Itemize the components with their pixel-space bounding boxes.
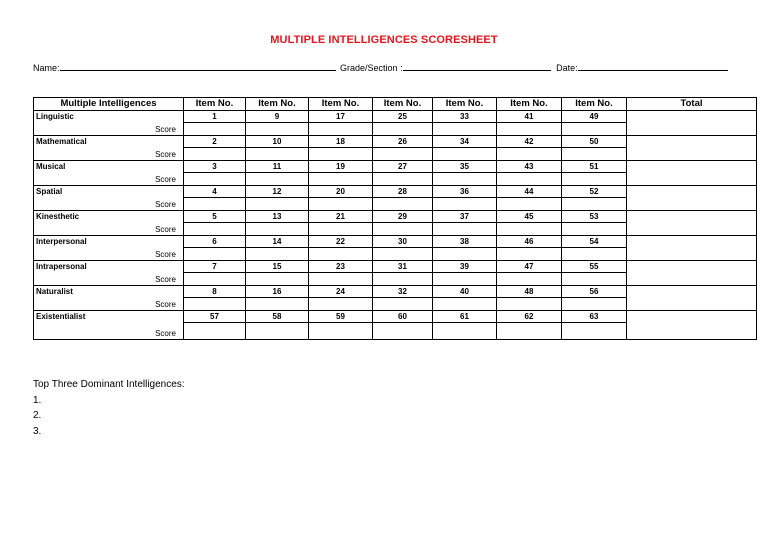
total-cell[interactable] xyxy=(627,261,757,286)
intelligence-label-cell xyxy=(34,261,184,286)
score-input-cell[interactable] xyxy=(309,173,373,186)
item-number-cell: 10 xyxy=(246,136,309,148)
item-number-cell: 31 xyxy=(373,261,433,273)
score-input-cell[interactable] xyxy=(184,198,246,211)
score-input-cell[interactable] xyxy=(184,248,246,261)
item-number-cell: 2 xyxy=(184,136,246,148)
item-number-cell: 22 xyxy=(309,236,373,248)
intelligence-name: Interpersonal xyxy=(36,237,87,246)
header-item-no: Item No. xyxy=(309,98,373,111)
table-row xyxy=(34,111,757,123)
score-input-cell[interactable] xyxy=(562,123,627,136)
score-input-cell[interactable] xyxy=(373,248,433,261)
header-item-no: Item No. xyxy=(246,98,309,111)
item-number-cell: 25 xyxy=(373,111,433,123)
score-label: Score xyxy=(155,200,176,209)
score-input-cell[interactable] xyxy=(433,148,497,161)
item-number-cell: 45 xyxy=(497,211,562,223)
item-number-cell: 6 xyxy=(184,236,246,248)
item-number-cell: 28 xyxy=(373,186,433,198)
score-input-cell[interactable] xyxy=(497,198,562,211)
score-input-cell[interactable] xyxy=(184,298,246,311)
item-number-cell: 32 xyxy=(373,286,433,298)
score-input-cell[interactable] xyxy=(497,273,562,286)
item-number-cell: 49 xyxy=(562,111,627,123)
dominant-item-2[interactable]: 2. xyxy=(33,410,42,421)
intelligence-label-cell xyxy=(34,286,184,311)
score-input-cell[interactable] xyxy=(246,123,309,136)
page-title: MULTIPLE INTELLIGENCES SCORESHEET xyxy=(270,34,498,46)
score-input-cell[interactable] xyxy=(309,323,373,340)
score-input-cell[interactable] xyxy=(497,323,562,340)
item-number-cell: 20 xyxy=(309,186,373,198)
date-field[interactable] xyxy=(578,62,728,71)
score-input-cell[interactable] xyxy=(373,198,433,211)
score-label: Score xyxy=(155,250,176,259)
item-number-cell: 55 xyxy=(562,261,627,273)
intelligence-label-cell xyxy=(34,236,184,261)
table-row xyxy=(34,136,757,148)
total-cell[interactable] xyxy=(627,136,757,161)
item-number-cell: 44 xyxy=(497,186,562,198)
score-input-cell[interactable] xyxy=(246,273,309,286)
student-info-line xyxy=(33,62,728,73)
total-cell[interactable] xyxy=(627,311,757,340)
score-input-cell[interactable] xyxy=(433,298,497,311)
score-input-cell[interactable] xyxy=(497,248,562,261)
item-number-cell: 52 xyxy=(562,186,627,198)
score-label: Score xyxy=(155,175,176,184)
total-cell[interactable] xyxy=(627,236,757,261)
item-number-cell: 48 xyxy=(497,286,562,298)
score-input-cell[interactable] xyxy=(246,198,309,211)
score-input-cell[interactable] xyxy=(433,198,497,211)
score-input-cell[interactable] xyxy=(497,123,562,136)
item-number-cell: 15 xyxy=(246,261,309,273)
item-number-cell: 12 xyxy=(246,186,309,198)
header-item-no: Item No. xyxy=(373,98,433,111)
scoresheet-table xyxy=(33,97,757,340)
score-input-cell[interactable] xyxy=(309,198,373,211)
dominant-item-1[interactable]: 1. xyxy=(33,394,42,406)
item-number-cell: 34 xyxy=(433,136,497,148)
total-cell[interactable] xyxy=(627,186,757,211)
score-input-cell[interactable] xyxy=(373,223,433,236)
score-input-cell[interactable] xyxy=(497,223,562,236)
score-input-cell[interactable] xyxy=(309,248,373,261)
item-number-cell: 3 xyxy=(184,161,246,173)
item-number-cell: 38 xyxy=(433,236,497,248)
score-input-cell[interactable] xyxy=(562,273,627,286)
item-number-cell: 42 xyxy=(497,136,562,148)
score-label: Score xyxy=(155,225,176,234)
item-number-cell: 21 xyxy=(309,211,373,223)
score-input-cell[interactable] xyxy=(433,173,497,186)
table-row xyxy=(34,161,757,173)
score-input-cell[interactable] xyxy=(246,173,309,186)
header-item-no: Item No. xyxy=(184,98,246,111)
dominant-item-3[interactable]: 3. xyxy=(33,425,42,437)
header-total: Total xyxy=(627,98,757,111)
item-number-cell: 46 xyxy=(497,236,562,248)
item-number-cell: 53 xyxy=(562,211,627,223)
item-number-cell: 30 xyxy=(373,236,433,248)
intelligence-name: Naturalist xyxy=(36,287,73,296)
item-number-cell: 13 xyxy=(246,211,309,223)
score-input-cell[interactable] xyxy=(562,248,627,261)
score-label: Score xyxy=(155,150,176,159)
score-input-cell[interactable] xyxy=(309,148,373,161)
score-input-cell[interactable] xyxy=(433,223,497,236)
score-input-cell[interactable] xyxy=(309,223,373,236)
intelligence-name: Kinesthetic xyxy=(36,212,80,221)
header-item-no: Item No. xyxy=(562,98,627,111)
item-number-cell: 59 xyxy=(309,311,373,323)
name-field[interactable] xyxy=(60,62,336,71)
item-number-cell: 36 xyxy=(433,186,497,198)
intelligence-label-cell xyxy=(34,211,184,236)
item-number-cell: 29 xyxy=(373,211,433,223)
item-number-cell: 8 xyxy=(184,286,246,298)
item-number-cell: 5 xyxy=(184,211,246,223)
total-cell[interactable] xyxy=(627,286,757,311)
header-intelligences: Multiple Intelligences xyxy=(34,98,184,111)
intelligence-label-cell xyxy=(34,186,184,211)
total-cell[interactable] xyxy=(627,161,757,186)
score-input-cell[interactable] xyxy=(562,173,627,186)
score-input-cell[interactable] xyxy=(562,298,627,311)
item-number-cell: 57 xyxy=(184,311,246,323)
score-label: Score xyxy=(155,275,176,284)
table-row xyxy=(34,211,757,223)
intelligence-name: Linguistic xyxy=(36,112,74,121)
score-input-cell[interactable] xyxy=(309,123,373,136)
item-number-cell: 37 xyxy=(433,211,497,223)
item-number-cell: 41 xyxy=(497,111,562,123)
item-number-cell: 47 xyxy=(497,261,562,273)
intelligence-label-cell xyxy=(34,311,184,340)
intelligence-name: Existentialist xyxy=(36,312,86,321)
score-input-cell[interactable] xyxy=(562,223,627,236)
score-input-cell[interactable] xyxy=(373,323,433,340)
score-input-cell[interactable] xyxy=(373,123,433,136)
header-item-no: Item No. xyxy=(433,98,497,111)
item-number-cell: 11 xyxy=(246,161,309,173)
item-number-cell: 16 xyxy=(246,286,309,298)
header-item-no: Item No. xyxy=(497,98,562,111)
table-row xyxy=(34,286,757,298)
item-number-cell: 50 xyxy=(562,136,627,148)
score-input-cell[interactable] xyxy=(373,173,433,186)
item-number-cell: 9 xyxy=(246,111,309,123)
item-number-cell: 40 xyxy=(433,286,497,298)
score-input-cell[interactable] xyxy=(497,148,562,161)
score-input-cell[interactable] xyxy=(433,248,497,261)
score-input-cell[interactable] xyxy=(497,298,562,311)
intelligence-label-cell xyxy=(34,111,184,136)
item-number-cell: 23 xyxy=(309,261,373,273)
score-input-cell[interactable] xyxy=(373,273,433,286)
item-number-cell: 51 xyxy=(562,161,627,173)
table-row xyxy=(34,261,757,273)
intelligence-label-cell xyxy=(34,161,184,186)
score-input-cell[interactable] xyxy=(309,298,373,311)
score-input-cell[interactable] xyxy=(497,173,562,186)
item-number-cell: 60 xyxy=(373,311,433,323)
item-number-cell: 26 xyxy=(373,136,433,148)
score-input-cell[interactable] xyxy=(562,323,627,340)
item-number-cell: 39 xyxy=(433,261,497,273)
grade-section-label: Grade/Section : xyxy=(340,63,403,73)
score-input-cell[interactable] xyxy=(562,148,627,161)
item-number-cell: 35 xyxy=(433,161,497,173)
item-number-cell: 56 xyxy=(562,286,627,298)
item-number-cell: 33 xyxy=(433,111,497,123)
score-input-cell[interactable] xyxy=(246,323,309,340)
table-row xyxy=(34,311,757,323)
grade-section-field[interactable] xyxy=(403,62,551,71)
intelligence-label-cell xyxy=(34,136,184,161)
score-input-cell[interactable] xyxy=(246,223,309,236)
score-input-cell[interactable] xyxy=(562,198,627,211)
intelligence-name: Mathematical xyxy=(36,137,87,146)
total-cell[interactable] xyxy=(627,211,757,236)
score-input-cell[interactable] xyxy=(433,323,497,340)
score-label: Score xyxy=(155,125,176,134)
score-input-cell[interactable] xyxy=(433,273,497,286)
item-number-cell: 18 xyxy=(309,136,373,148)
score-input-cell[interactable] xyxy=(184,148,246,161)
score-input-cell[interactable] xyxy=(246,298,309,311)
table-row xyxy=(34,236,757,248)
score-input-cell[interactable] xyxy=(373,298,433,311)
item-number-cell: 43 xyxy=(497,161,562,173)
item-number-cell: 17 xyxy=(309,111,373,123)
item-number-cell: 24 xyxy=(309,286,373,298)
item-number-cell: 54 xyxy=(562,236,627,248)
item-number-cell: 27 xyxy=(373,161,433,173)
item-number-cell: 61 xyxy=(433,311,497,323)
dominant-heading: Top Three Dominant Intelligences: xyxy=(33,379,185,390)
score-input-cell[interactable] xyxy=(246,248,309,261)
intelligence-name: Musical xyxy=(36,162,66,171)
item-number-cell: 4 xyxy=(184,186,246,198)
score-input-cell[interactable] xyxy=(184,123,246,136)
item-number-cell: 19 xyxy=(309,161,373,173)
score-label: Score xyxy=(155,329,176,338)
score-input-cell[interactable] xyxy=(309,273,373,286)
item-number-cell: 58 xyxy=(246,311,309,323)
score-input-cell[interactable] xyxy=(246,148,309,161)
score-input-cell[interactable] xyxy=(373,148,433,161)
score-label: Score xyxy=(155,300,176,309)
item-number-cell: 7 xyxy=(184,261,246,273)
item-number-cell: 1 xyxy=(184,111,246,123)
score-input-cell[interactable] xyxy=(433,123,497,136)
dominant-intelligences-section xyxy=(33,377,185,439)
date-label: Date: xyxy=(556,63,578,73)
score-input-cell[interactable] xyxy=(184,323,246,340)
total-cell[interactable] xyxy=(627,111,757,136)
name-label: Name: xyxy=(33,63,60,73)
intelligence-name: Intrapersonal xyxy=(36,262,87,271)
score-input-cell[interactable] xyxy=(184,273,246,286)
score-input-cell[interactable] xyxy=(184,223,246,236)
score-input-cell[interactable] xyxy=(184,173,246,186)
item-number-cell: 14 xyxy=(246,236,309,248)
table-header-row xyxy=(34,98,757,111)
intelligence-name: Spatial xyxy=(36,187,63,196)
item-number-cell: 62 xyxy=(497,311,562,323)
table-row xyxy=(34,186,757,198)
item-number-cell: 63 xyxy=(562,311,627,323)
